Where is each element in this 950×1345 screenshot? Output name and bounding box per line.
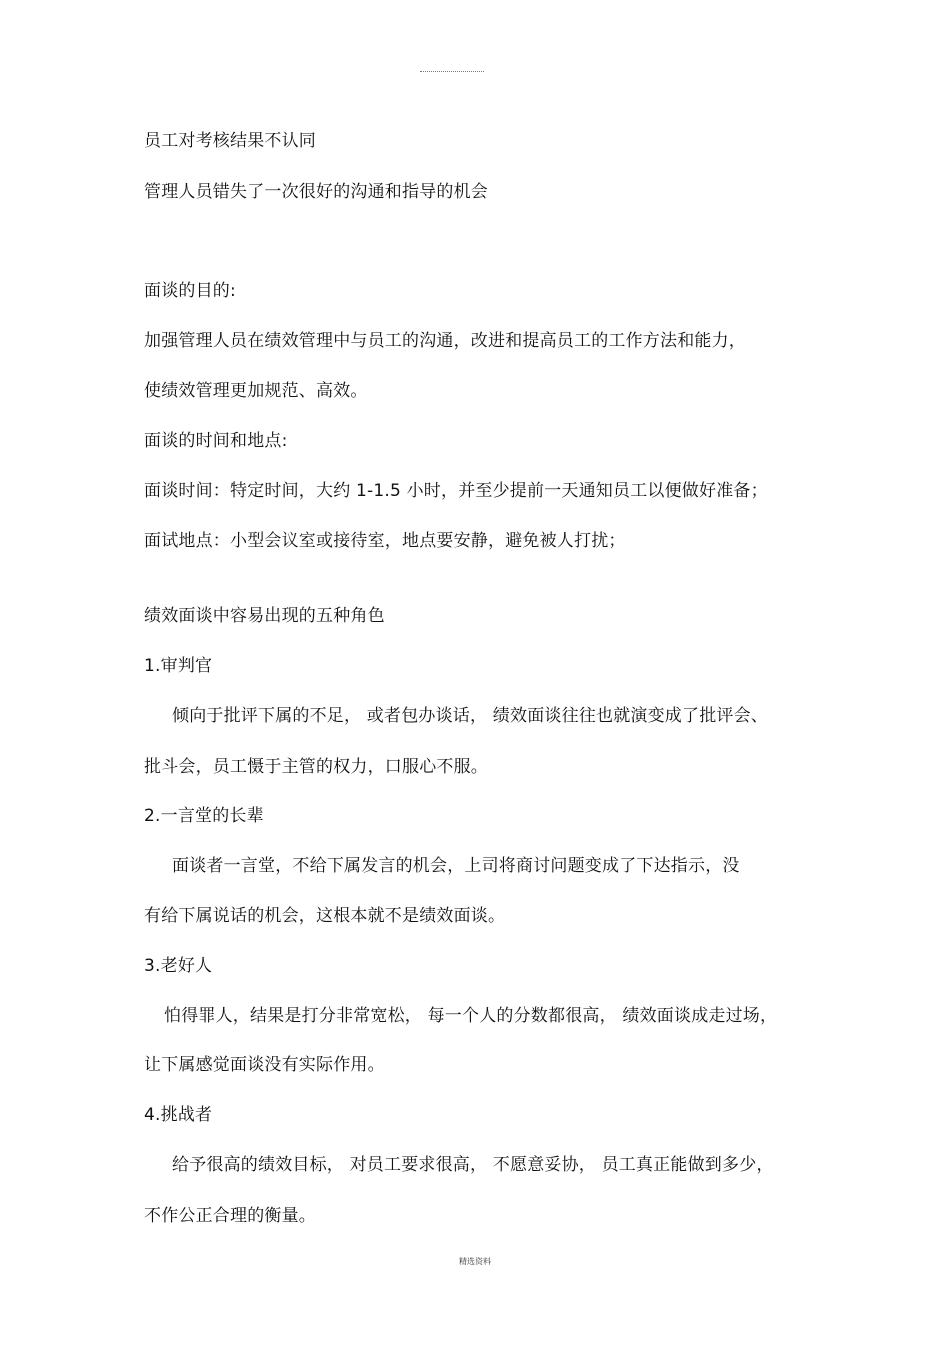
text-line-conclusion-1: 员工对考核结果不认同 (144, 131, 316, 151)
header-dotted-rule (420, 71, 484, 72)
role1-paragraph-line-1: 倾向于批评下属的不足， 或者包办谈话， 绩效面谈往往也就演变成了批评会、 (172, 706, 769, 726)
role2-paragraph-line-1: 面谈者一言堂，不给下属发言的机会，上司将商讨问题变成了下达指示，没 (172, 856, 740, 876)
role4-paragraph-line-2: 不作公正合理的衡量。 (144, 1206, 316, 1226)
role3-paragraph-line-2: 让下属感觉面谈没有实际作用。 (144, 1055, 385, 1075)
roles-heading: 绩效面谈中容易出现的五种角色 (144, 606, 385, 626)
role4-title: 4.挑战者 (144, 1105, 213, 1125)
purpose-line-1: 加强管理人员在绩效管理中与员工的沟通，改进和提高员工的工作方法和能力， (144, 331, 746, 351)
role2-title: 2.一言堂的长辈 (144, 806, 264, 826)
time-place-heading: 面谈的时间和地点: (144, 431, 288, 451)
footer-label: 精选资料 (459, 1257, 491, 1266)
role3-title: 3.老好人 (144, 956, 213, 976)
time-line: 面谈时间：特定时间，大约 1-1.5 小时，并至少提前一天通知员工以便做好准备； (144, 481, 768, 501)
purpose-line-2: 使绩效管理更加规范、高效。 (144, 381, 368, 401)
role1-title: 1.审判官 (144, 656, 213, 676)
role1-paragraph-line-2: 批斗会，员工慑于主管的权力，口服心不服。 (144, 757, 488, 777)
role4-paragraph-line-1: 给予很高的绩效目标， 对员工要求很高， 不愿意妥协， 员工真正能做到多少， (172, 1155, 774, 1175)
role2-paragraph-line-2: 有给下属说话的机会，这根本就不是绩效面谈。 (144, 906, 506, 926)
role3-paragraph-line-1: 怕得罪人，结果是打分非常宽松， 每一个人的分数都很高， 绩效面谈成走过场， (164, 1006, 778, 1026)
text-line-conclusion-2: 管理人员错失了一次很好的沟通和指导的机会 (144, 182, 488, 202)
place-line: 面试地点：小型会议室或接待室，地点要安静，避免被人打扰； (144, 531, 626, 551)
purpose-heading: 面谈的目的: (144, 281, 236, 301)
